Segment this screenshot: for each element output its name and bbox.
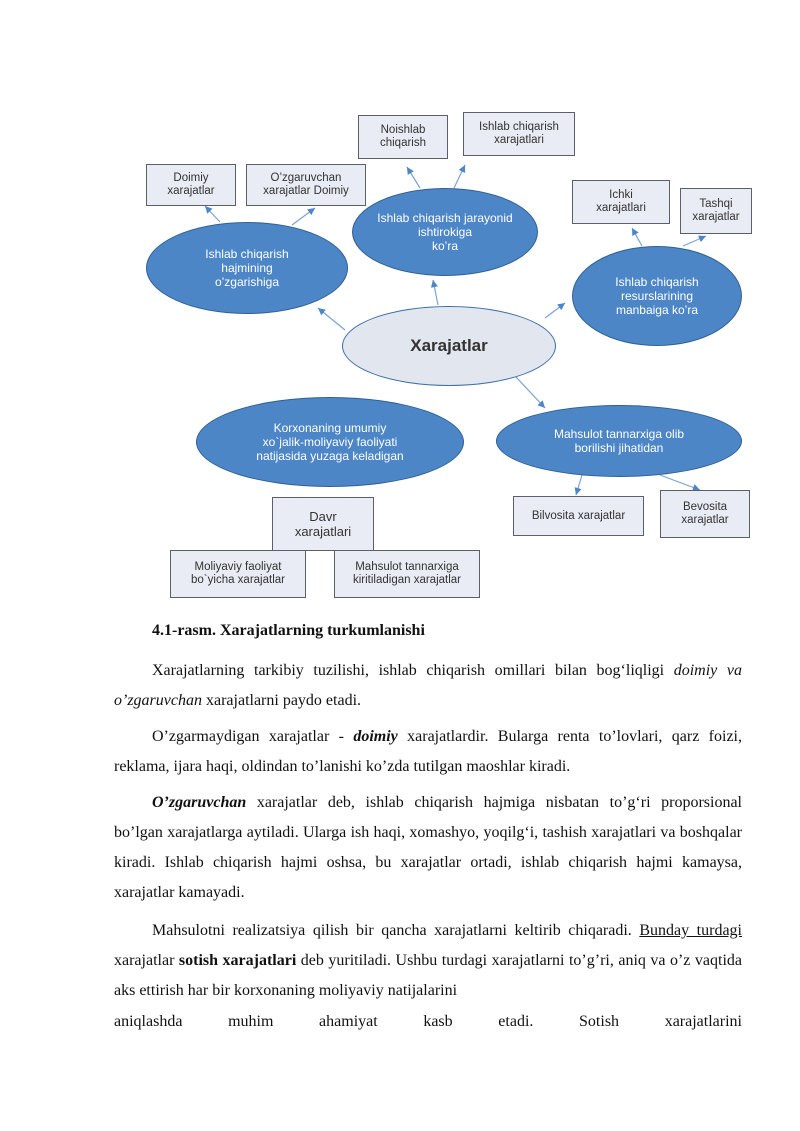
last-word-4: kasb	[423, 1013, 453, 1030]
ellipse-cost-price-label: Mahsulot tannarxiga olib borilishi jihatidan	[553, 427, 685, 455]
box-mahsulot: Mahsulot tannarxiga kiritiladigan xarajatlar	[334, 550, 480, 598]
ellipse-production-volume	[146, 222, 348, 314]
ellipse-resource-source	[572, 246, 742, 346]
center-label: Xarajatlar	[410, 336, 488, 355]
arrow-to-left-ellipse	[318, 308, 345, 330]
p3-text-b: xarajatlar deb, ishlab chiqarish hajmiga nisbatan to’gʻri proporsional bo’lgan xarajatlarga aytiladi. Ularga ish haqi, xomashyo, yoqilgʻi, tashish xarajatlari va boshqalar kiradi. Ishlab chiqarish hajmi oshsa, bu xarajatlar ortadi, ishlab chiqarish hajmi kamaysa, xarajatlar kamayadi.	[114, 794, 742, 901]
box-moliyaviy: Moliyaviy faoliyat bo`yicha xarajatlar	[170, 550, 306, 598]
box-tashqi: Tashqi xarajatlar	[680, 188, 752, 234]
ellipse-production-volume-label: Ishlab chiqarish hajmining o’zgarishiga	[205, 247, 289, 289]
arrow-to-ozgaruvchan	[292, 208, 315, 225]
box-ozgaruvchan: O’zgaruvchan xarajatlar Doimiy	[246, 164, 366, 206]
last-word-5: etadi.	[498, 1013, 534, 1030]
last-word-6: Sotish	[579, 1013, 620, 1030]
box-davr: Davr xarajatlari	[272, 497, 374, 551]
ellipse-company-activity	[196, 397, 464, 487]
figure-caption: 4.1-rasm. Xarajatlarning turkumlanishi	[152, 622, 425, 639]
p4-underlined: Bunday turdagi	[639, 922, 743, 939]
p4-text-a: Mahsulotni realizatsiya qilish bir qancha xarajatlarni keltirib chiqaradi.	[152, 922, 640, 939]
p1-emphasis: doimiy va o’zgaruvchan	[114, 662, 742, 709]
box-ishlab: Ishlab chiqarish xarajatlari	[463, 112, 575, 156]
box-bevosita: Bevosita xarajatlar	[660, 490, 750, 538]
ellipse-production-process	[352, 188, 538, 276]
paragraph-1	[114, 656, 742, 716]
last-word-7: xarajatlarini	[664, 1013, 742, 1030]
ellipse-production-process-label: Ishlab chiqarish jarayonid ishtirokiga ko’ra	[377, 211, 513, 253]
paragraph-3	[114, 788, 742, 908]
last-word-3: ahamiyat	[319, 1013, 378, 1030]
p4-bold: sotish xarajatlari	[178, 952, 297, 969]
arrow-to-tashqi	[683, 236, 706, 246]
box-noishlab: Noishlab chiqarish	[358, 115, 448, 159]
ellipse-company-activity-label: Korxonaning umumiy xo`jalik-moliyaviy faoliyati natijasida yuzaga keladigan	[256, 421, 404, 463]
p2-emphasis: doimiy	[353, 728, 398, 745]
last-word-2: muhim	[228, 1013, 274, 1030]
arrow-to-noishlab	[407, 167, 420, 188]
p3-emphasis: O’zgaruvchan	[152, 794, 247, 811]
arrow-to-top-ellipse	[433, 280, 438, 305]
arrow-to-right-ellipse	[545, 303, 565, 318]
arrow-to-ichki	[632, 228, 642, 246]
p1-text-a: Xarajatlarning tarkibiy tuzilishi, ishlab chiqarish omillari bilan bogʻliqligi	[152, 662, 674, 679]
box-doimiy: Doimiy xarajatlar	[146, 164, 236, 206]
paragraph-4	[114, 916, 742, 1006]
last-word-1: aniqlashda	[114, 1013, 183, 1030]
p2-text-c: xarajatlardir. Bularga renta to’lovlari, qarz foizi, reklama, ijara haqi, oldindan to’lanishi ko’zda tutilgan maoshlar kiradi.	[114, 728, 743, 775]
paragraph-2	[114, 722, 742, 782]
arrow-to-bilvosita	[576, 475, 582, 495]
box-bilvosita: Bilvosita xarajatlar	[513, 496, 644, 536]
arrow-to-bottom-right-ellipse	[516, 377, 545, 408]
arrow-to-ishlab	[454, 165, 465, 188]
p1-text-c: xarajatlarni paydo etadi.	[201, 692, 362, 709]
arrow-to-bevosita	[660, 475, 700, 490]
arrow-to-doimiy	[205, 206, 220, 222]
last-line	[114, 1013, 742, 1031]
p2-text-a: O’zgarmaydigan xarajatlar -	[152, 728, 354, 745]
p4-text-e: deb yuritiladi. Ushbu turdagi xarajatlarni to’g’ri, aniq va o’z vaqtida aks ettirish har bir korxonaning moliyaviy natijalarini	[114, 952, 743, 999]
box-ichki: Ichki xarajatlari	[572, 180, 670, 224]
ellipse-cost-price	[496, 405, 742, 477]
ellipse-xarajatlar	[342, 306, 556, 386]
ellipse-resource-source-label: Ishlab chiqarish resurslarining manbaiga ko’ra	[615, 275, 699, 317]
p4-text-c: xarajatlar	[114, 952, 179, 969]
